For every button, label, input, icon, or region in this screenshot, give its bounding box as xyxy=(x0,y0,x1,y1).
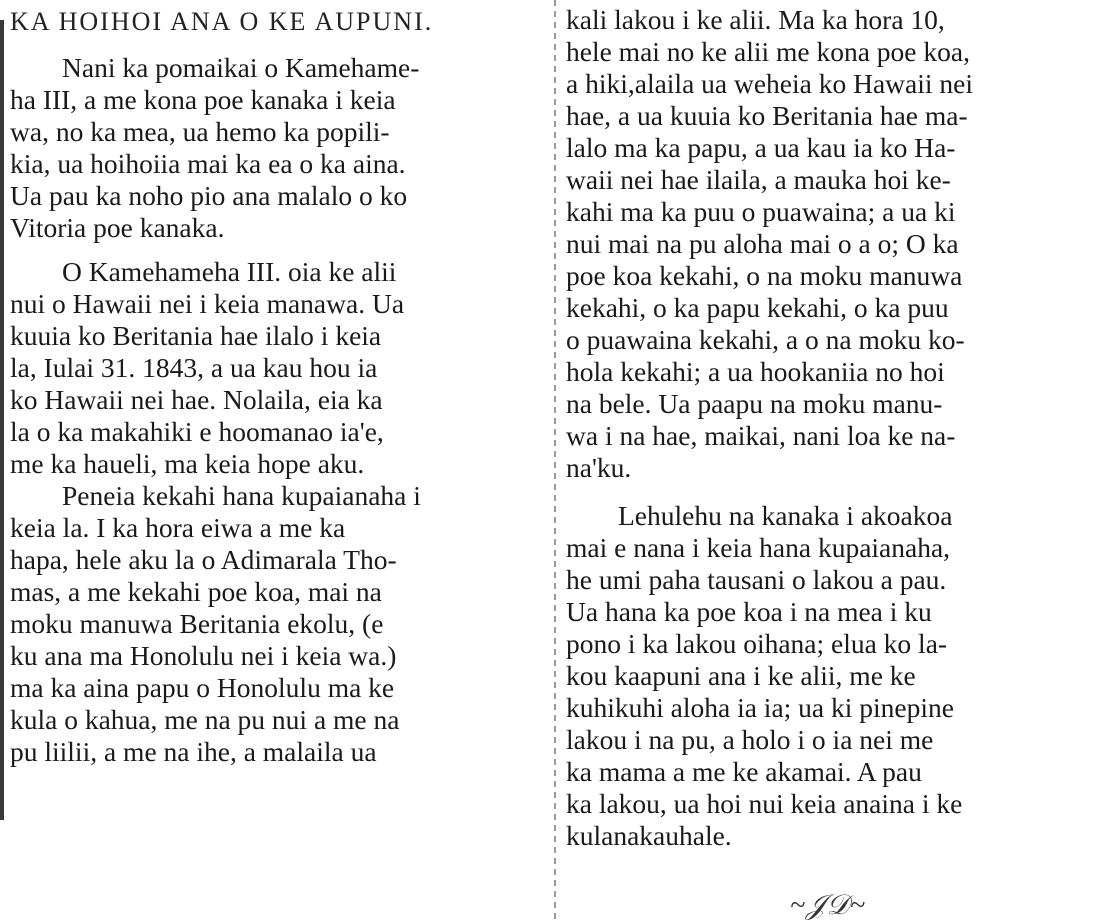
text-line: ka mama a me ke akamai. A pau xyxy=(566,756,922,787)
text-line: Ua hana ka poe koa i na mea i ku xyxy=(566,596,932,627)
text-line: ku ana ma Honolulu nei i keia wa.) xyxy=(10,640,397,671)
text-line: kou kaapuni ana i ke alii, me ke xyxy=(566,660,916,691)
text-line: la o ka makahiki e hoomanao ia'e, xyxy=(10,416,384,447)
text-line: waii nei hae ilaila, a mauka hoi ke- xyxy=(566,164,951,195)
text-line: nui mai na pu aloha mai o a o; O ka xyxy=(566,228,959,259)
text-line: la, Iulai 31. 1843, a ua kau hou ia xyxy=(10,352,378,383)
text-line: Nani ka pomaikai o Kamehame- xyxy=(62,52,420,83)
text-line: O Kamehameha III. oia ke alii xyxy=(62,256,397,287)
text-line: a hiki,alaila ua weheia ko Hawaii nei xyxy=(566,68,973,99)
text-line: he umi paha tausani o lakou a pau. xyxy=(566,564,947,595)
text-line: hae, a ua kuuia ko Beritania hae ma- xyxy=(566,100,968,131)
paragraph-3 xyxy=(10,480,550,768)
ornament-flourish: ~𝒥𝒟~ xyxy=(790,890,866,921)
text-line: ko Hawaii nei hae. Nolaila, eia ka xyxy=(10,384,383,415)
text-line: keia la. I ka hora eiwa a me ka xyxy=(10,512,346,543)
paragraph-1 xyxy=(10,52,550,244)
text-line: kahi ma ka puu o puawaina; a ua ki xyxy=(566,196,956,227)
text-line: kulanakauhale. xyxy=(566,820,732,851)
text-line: Ua pau ka noho pio ana malalo o ko xyxy=(10,180,408,211)
text-line: na'ku. xyxy=(566,452,632,483)
text-line: pu liilii, a me na ihe, a malaila ua xyxy=(10,736,377,767)
article-headline: KA HOIHOI ANA O KE AUPUNI. xyxy=(10,7,434,36)
paragraph-4 xyxy=(566,4,1104,484)
text-line: ka lakou, ua hoi nui keia anaina i ke xyxy=(566,788,963,819)
text-line: o puawaina kekahi, a o na moku ko- xyxy=(566,324,965,355)
page-edge-shadow xyxy=(0,20,4,820)
text-line: mas, a me kekahi poe koa, mai na xyxy=(10,576,382,607)
text-line: ha III, a me kona poe kanaka i keia xyxy=(10,84,396,115)
text-line: ma ka aina papu o Honolulu ma ke xyxy=(10,672,395,703)
text-line: kuuia ko Beritania hae ilalo i keia xyxy=(10,320,382,351)
column-rule xyxy=(554,0,556,920)
text-line: moku manuwa Beritania ekolu, (e xyxy=(10,608,384,639)
text-line: kuhikuhi aloha ia ia; ua ki pinepine xyxy=(566,692,954,723)
text-line: pono i ka lakou oihana; elua ko la- xyxy=(566,628,948,659)
text-line: mai e nana i keia hana kupaianaha, xyxy=(566,532,951,563)
text-line: wa, no ka mea, ua hemo ka popili- xyxy=(10,116,390,147)
text-line: hele mai no ke alii me kona poe koa, xyxy=(566,36,970,67)
text-line: kia, ua hoihoiia mai ka ea o ka aina. xyxy=(10,148,406,179)
text-line: me ka haueli, ma keia hope aku. xyxy=(10,448,365,479)
text-line: hola kekahi; a ua hookaniia no hoi xyxy=(566,356,945,387)
text-line: lalo ma ka papu, a ua kau ia ko Ha- xyxy=(566,132,956,163)
text-line: poe koa kekahi, o na moku manuwa xyxy=(566,260,963,291)
text-line: kula o kahua, me na pu nui a me na xyxy=(10,704,400,735)
text-line: kekahi, o ka papu kekahi, o ka puu xyxy=(566,292,949,323)
paragraph-5 xyxy=(566,500,1104,852)
text-line: hapa, hele aku la o Adimarala Tho- xyxy=(10,544,397,575)
text-line: na bele. Ua paapu na moku manu- xyxy=(566,388,943,419)
paragraph-2 xyxy=(10,256,550,480)
text-line: kali lakou i ke alii. Ma ka hora 10, xyxy=(566,4,945,35)
text-line: Peneia kekahi hana kupaianaha i xyxy=(62,480,421,511)
text-line: lakou i na pu, a holo i o ia nei me xyxy=(566,724,934,755)
text-line: wa i na hae, maikai, nani loa ke na- xyxy=(566,420,956,451)
text-line: nui o Hawaii nei i keia manawa. Ua xyxy=(10,288,405,319)
text-line: Vitoria poe kanaka. xyxy=(10,212,225,243)
text-line: Lehulehu na kanaka i akoakoa xyxy=(618,500,953,531)
